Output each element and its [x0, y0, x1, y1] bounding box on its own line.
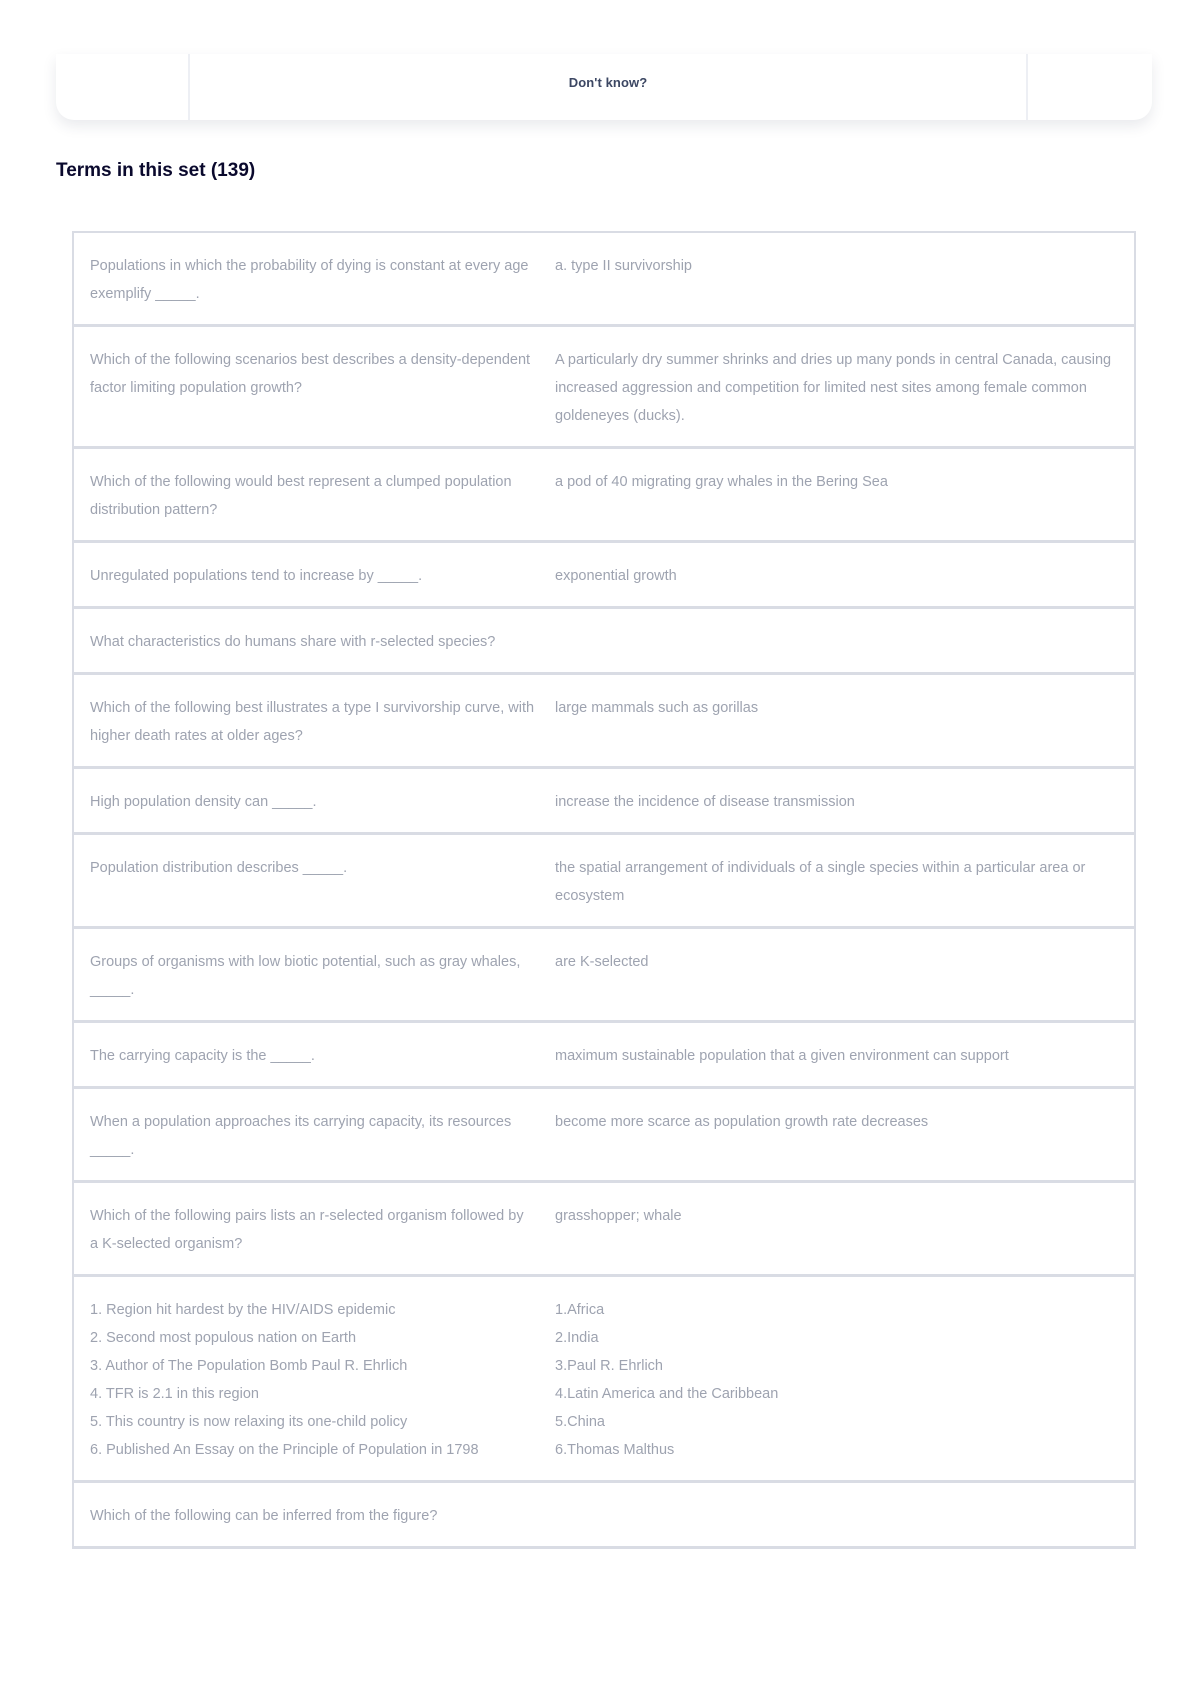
terms-heading: Terms in this set (139)	[56, 160, 256, 181]
term-text: Which of the following pairs lists an r-selected organism followed by a K-selected organism?	[90, 1208, 524, 1252]
term-text: What characteristics do humans share with r-selected species?	[90, 634, 496, 650]
term-text: Unregulated populations tend to increase by _____.	[90, 568, 423, 584]
term-row	[74, 327, 1134, 449]
definition-text: increase the incidence of disease transmission	[555, 794, 855, 810]
definition-text: exponential growth	[555, 568, 677, 584]
flashcard-answer-bar	[56, 54, 1152, 120]
term-row	[74, 929, 1134, 1023]
term-text: The carrying capacity is the _____.	[90, 1048, 315, 1064]
terms-list	[72, 231, 1136, 1549]
term-text: When a population approaches its carrying capacity, its resources _____.	[90, 1114, 512, 1158]
term-text: Which of the following scenarios best describes a density-dependent factor limiting population growth?	[90, 352, 531, 396]
term-text: Which of the following can be inferred from the figure?	[90, 1508, 438, 1524]
term-row	[74, 543, 1134, 609]
answer-option-right[interactable]	[1028, 54, 1152, 120]
term-text: Which of the following would best represent a clumped population distribution pattern?	[90, 474, 512, 518]
term-row	[74, 1089, 1134, 1183]
term-row	[74, 449, 1134, 543]
term-row	[74, 609, 1134, 675]
definition-text: are K-selected	[555, 954, 649, 970]
definition-text: A particularly dry summer shrinks and dries up many ponds in central Canada, causing increased aggression and competition for limited nest sites among female common goldeneyes (ducks).	[555, 352, 1112, 424]
definition-text: grasshopper; whale	[555, 1208, 682, 1224]
definition-text	[555, 1502, 1118, 1530]
term-row	[74, 835, 1134, 929]
term-row	[74, 1277, 1134, 1483]
term-text: Population distribution describes _____.	[90, 860, 348, 876]
term-row	[74, 233, 1134, 327]
term-text: Which of the following best illustrates a type I survivorship curve, with higher death rates at older ages?	[90, 700, 535, 744]
term-text: Populations in which the probability of dying is constant at every age exemplify _____.	[90, 258, 529, 302]
definition-text: 1.Africa 2.India 3.Paul R. Ehrlich 4.Latin America and the Caribbean 5.China 6.Thomas Malthus	[555, 1302, 779, 1458]
definition-text: a. type II survivorship	[555, 258, 692, 274]
term-text: High population density can _____.	[90, 794, 317, 810]
definition-text: maximum sustainable population that a given environment can support	[555, 1048, 1009, 1064]
term-text: 1. Region hit hardest by the HIV/AIDS epidemic 2. Second most populous nation on Earth 3. Author of The Population Bomb Paul R. Ehrlich 4. TFR is 2.1 in this region 5. This country is now relaxing its one-child policy 6. Published An Essay on the Principle of Population in 1798	[90, 1302, 479, 1458]
term-text: Groups of organisms with low biotic potential, such as gray whales, _____.	[90, 954, 521, 998]
term-row	[74, 769, 1134, 835]
definition-text	[555, 628, 1118, 656]
dont-know-button[interactable]	[188, 54, 1028, 120]
term-row	[74, 1183, 1134, 1277]
definition-text: large mammals such as gorillas	[555, 700, 759, 716]
term-row	[74, 675, 1134, 769]
term-row	[74, 1483, 1134, 1549]
definition-text: the spatial arrangement of individuals of a single species within a particular area or ecosystem	[555, 860, 1086, 904]
definition-text: become more scarce as population growth rate decreases	[555, 1114, 929, 1130]
term-row	[74, 1023, 1134, 1089]
answer-option-left[interactable]	[56, 54, 188, 120]
dont-know-label: Don't know?	[568, 75, 648, 90]
definition-text: a pod of 40 migrating gray whales in the Bering Sea	[555, 474, 888, 490]
